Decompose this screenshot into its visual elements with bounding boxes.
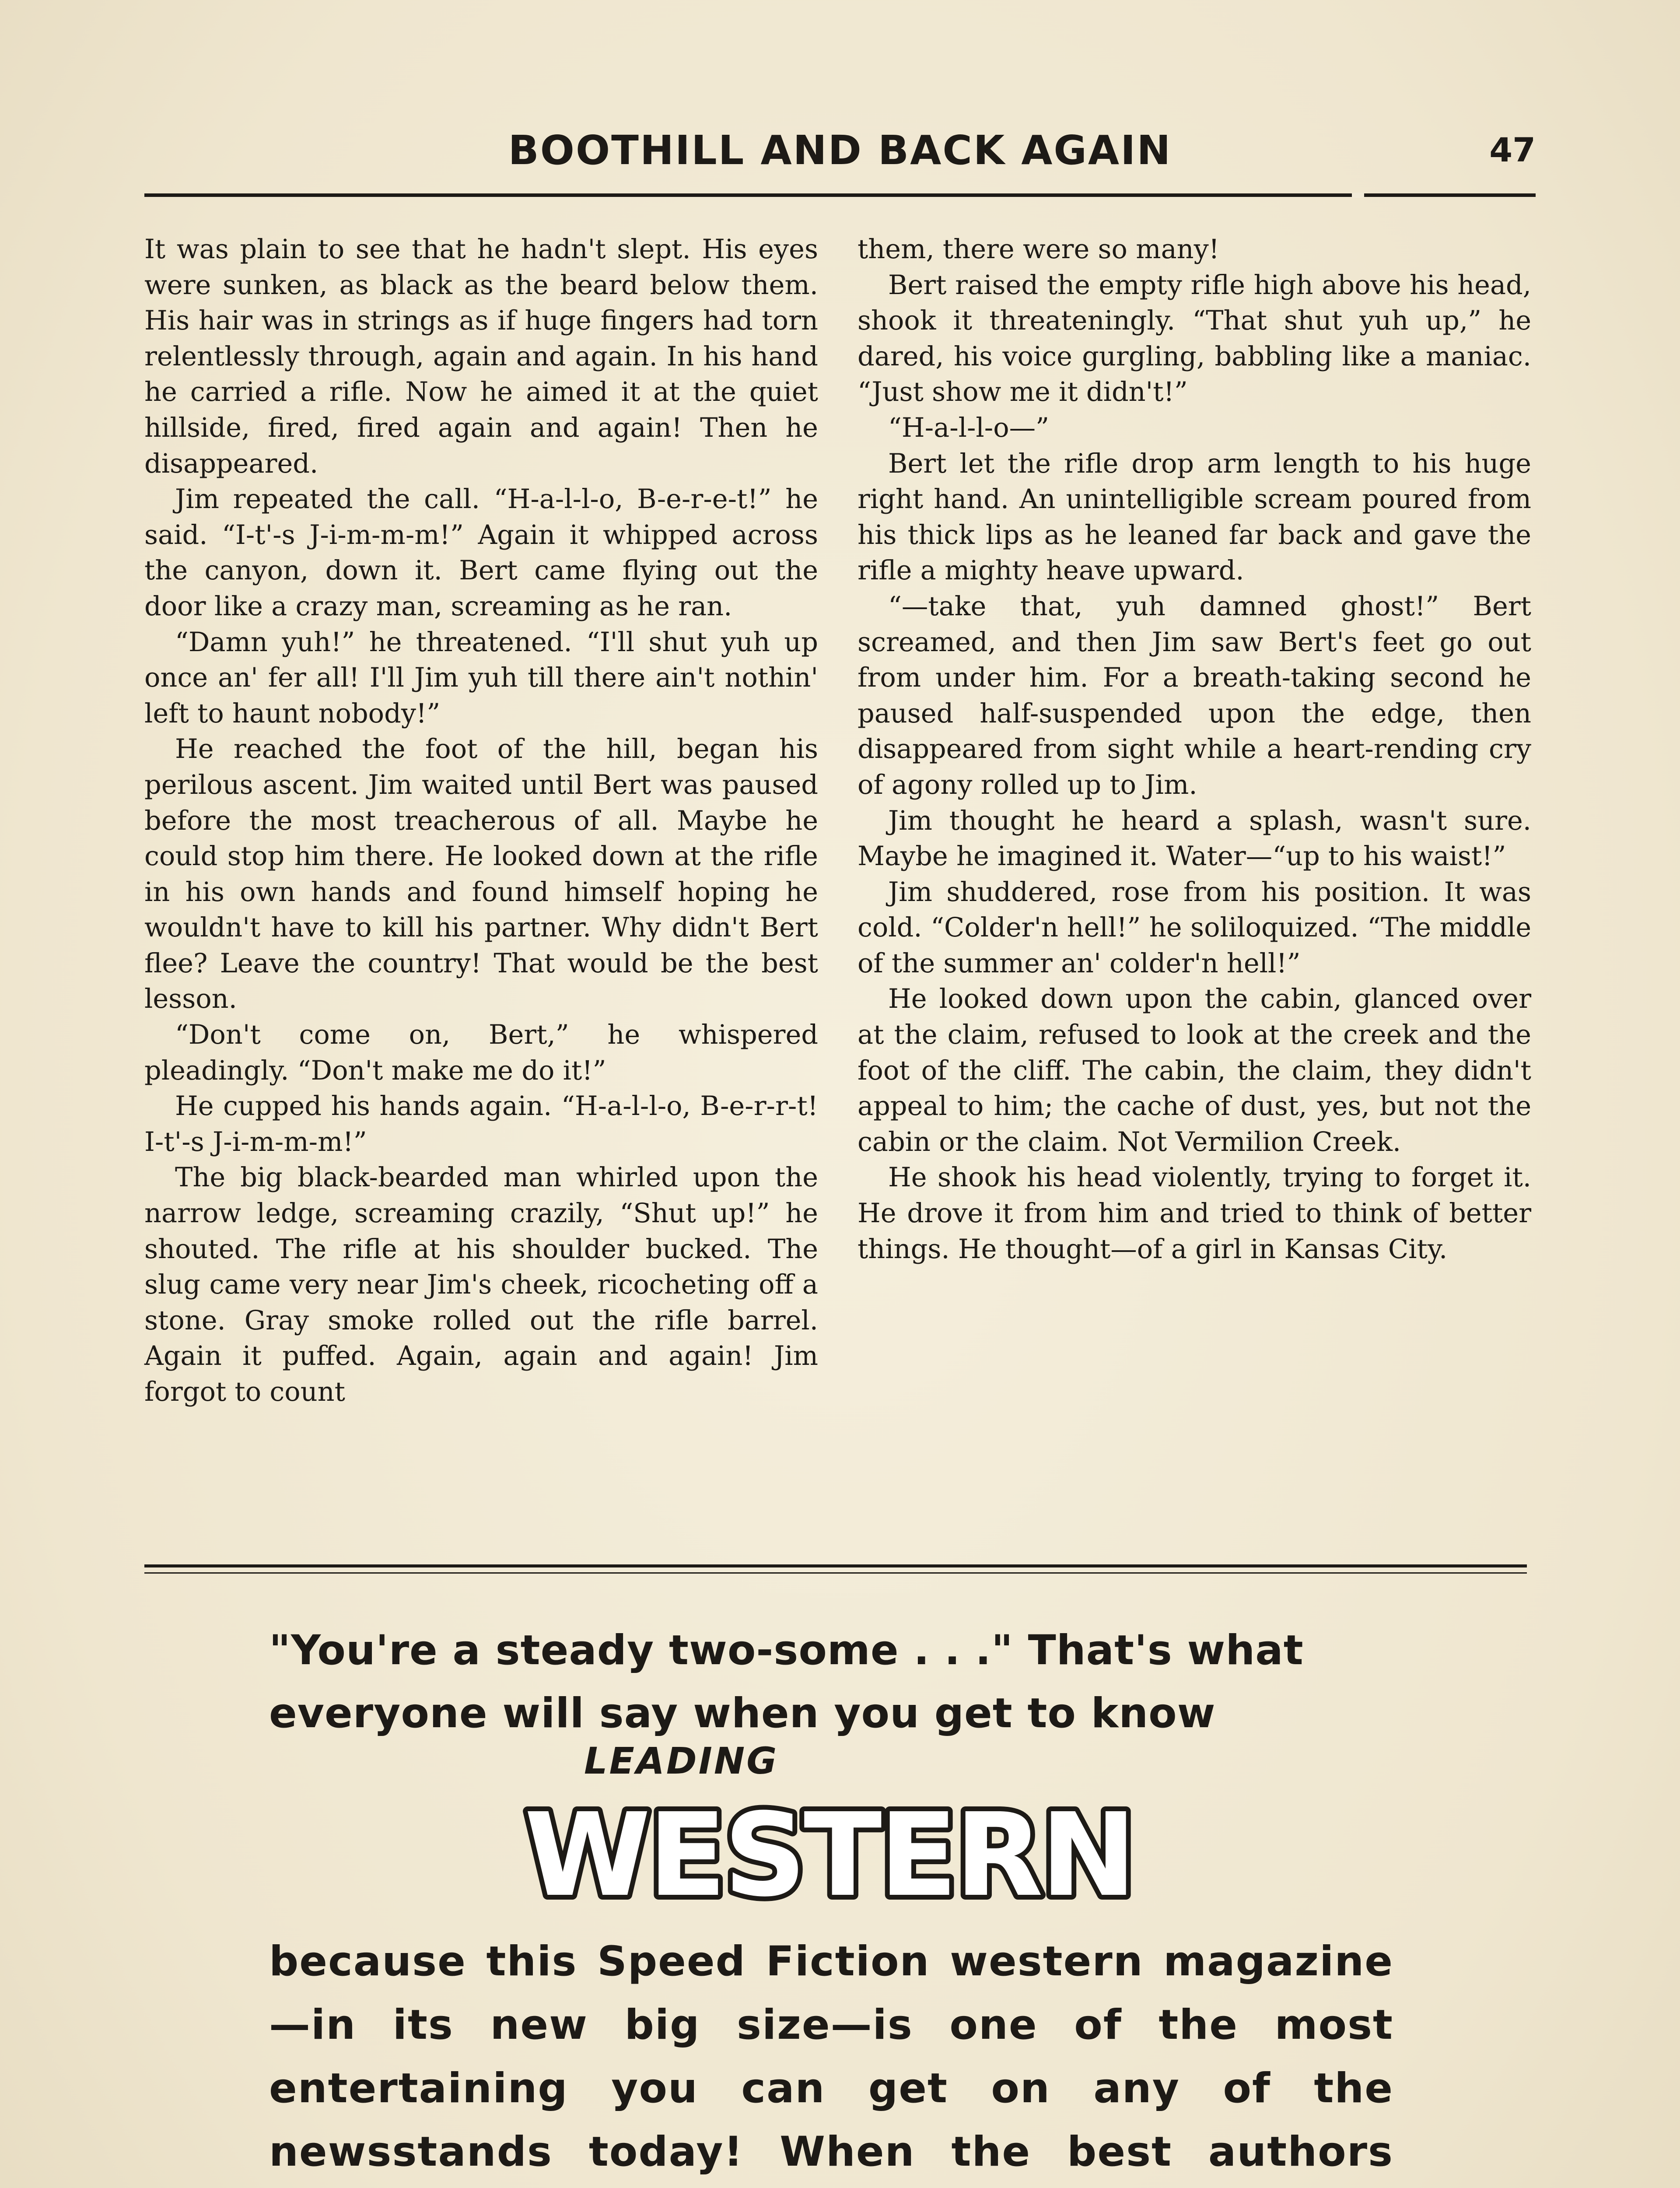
paragraph: “Damn yuh!” he threatened. “I'll shut yuh up once an' fer all! I'll Jim yuh till there ain't nothin' left to haunt nobody!” <box>144 627 818 729</box>
page-header <box>144 127 1536 188</box>
paragraph: Jim thought he heard a splash, wasn't sure. Maybe he imagined it. Water—“up to his waist!” <box>858 805 1531 872</box>
story-column-left <box>144 232 818 1410</box>
logo-leading-text: LEADING <box>584 1739 779 1782</box>
paragraph: It was plain to see that he hadn't slept. His eyes were sunken, as black as the beard below them. His hair was in strings as if huge fingers had torn relentlessly through, again and again. In his hand he carried a rifle. Now he aimed it at the quiet hillside, fired, fired again and again! Then he disappeared. <box>144 234 818 479</box>
paragraph: He cupped his hands again. “H-a-l-l-o, B-e-r-r-t! I-t'-s J-i-m-m-m!” <box>144 1091 818 1157</box>
paragraph: Jim shuddered, rose from his position. It was cold. “Colder'n hell!” he soliloquized. “The middle of the summer an' colder'n hell!” <box>858 877 1531 979</box>
header-rule-break <box>1352 193 1364 198</box>
ad-divider-thin <box>144 1572 1527 1574</box>
paragraph: He shook his head violently, trying to forget it. He drove it from him and tried to think of better things. He thought—of a girl in Kansas City. <box>858 1162 1531 1265</box>
paragraph: Bert raised the empty rifle high above his head, shook it threateningly. “That shut yuh up,” he dared, his voice gurgling, babbling like a maniac. “Just show me it didn't!” <box>858 270 1531 408</box>
paragraph: Bert let the rifle drop arm length to his huge right hand. An unintelligible scream poured from his thick lips as he leaned far back and gave the rifle a mighty heave upward. <box>858 448 1531 586</box>
paragraph: “Don't come on, Bert,” he whispered pleadingly. “Don't make me do it!” <box>144 1020 818 1086</box>
western-logo-text: WESTERN <box>524 1788 1134 1922</box>
running-title: BOOTHILL AND BACK AGAIN <box>508 127 1172 174</box>
header-rule <box>144 193 1536 197</box>
paragraph: “—take that, yuh damned ghost!” Bert screamed, and then Jim saw Bert's feet go out from under him. For a breath-taking second he paused half-suspended upon the edge, then disappeared from sight while a heart-rending cry of agony rolled up to Jim. <box>858 591 1531 800</box>
paragraph: The big black-bearded man whirled upon the narrow ledge, screaming crazily, “Shut up!” he shouted. The rifle at his shoulder bucked. The slug came very near Jim's cheek, ricocheting off a stone. Gray smoke rolled out the rifle barrel. Again it puffed. Again, again and again! Jim forgot to count <box>144 1162 818 1407</box>
paragraph: He looked down upon the cabin, glanced over at the claim, refused to look at the creek and the foot of the cliff. The cabin, the claim, they didn't appeal to him; the cache of dust, yes, but not the cabin or the claim. Not Vermilion Creek. <box>858 984 1531 1157</box>
paragraph: Jim repeated the call. “H-a-l-l-o, B-e-r-e-t!” he said. “I-t'-s J-i-m-m-m!” Again it whipped across the canyon, down it. Bert came flying out the door like a crazy man, screaming as he ran. <box>144 484 818 622</box>
story-column-right <box>858 232 1531 1267</box>
paragraph: He reached the foot of the hill, began his perilous ascent. Jim waited until Bert was paused before the most treacherous of all. Maybe he could stop him there. He looked down at the rifle in his own hands and found himself hoping he wouldn't have to kill his partner. Why didn't Bert flee? Leave the country! That would be the best lesson. <box>144 734 818 1015</box>
paragraph: them, there were so many! <box>858 234 1220 265</box>
page-number: 47 <box>1489 130 1536 169</box>
ad-headline: "You're a steady two-some . . ." That's what everyone will say when you get to know <box>269 1627 1304 1737</box>
paragraph: “H-a-l-l-o—” <box>888 412 1050 443</box>
ad-body: because this Speed Fiction western magazine—in its new big size—is one of the most entertaining you can get on any of the newsstands today! When the best authors <box>269 1938 1393 2176</box>
western-logo <box>524 1788 1134 1922</box>
ad-divider-thick <box>144 1564 1527 1567</box>
